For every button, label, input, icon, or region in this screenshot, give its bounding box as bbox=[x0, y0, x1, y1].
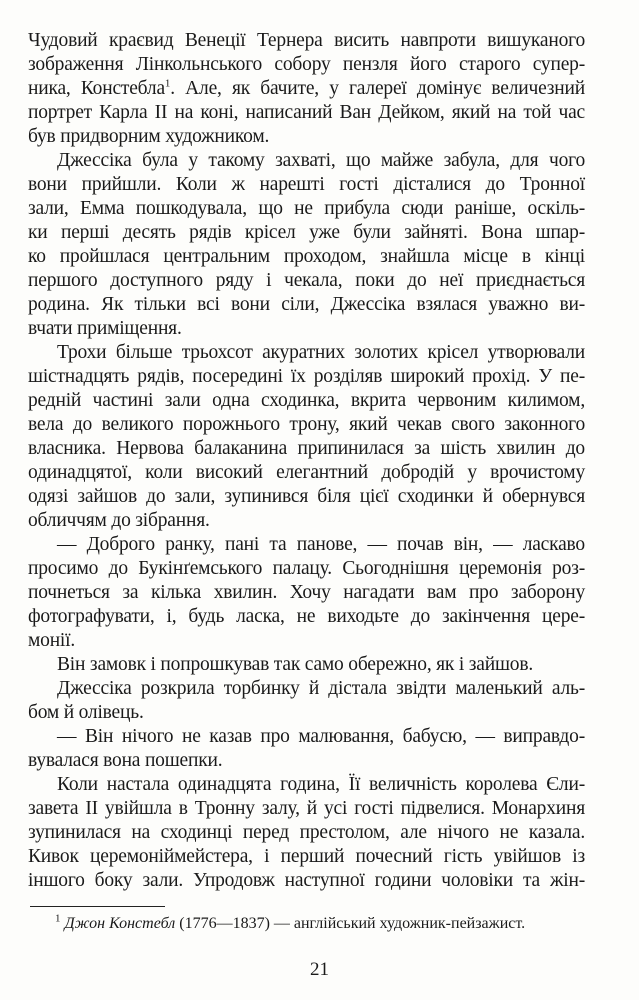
text-line: Коли настала одинадцята година, Її величність королева Єли- bbox=[57, 774, 585, 795]
footnote-name: Джон Констебл bbox=[64, 915, 176, 932]
text-line: одинадцятої, коли високий елегантний добродій у врочистому bbox=[28, 462, 585, 483]
text-line: Він замовк і попрошкував так само обережно, як і зайшов. bbox=[57, 654, 534, 675]
text-line: монії. bbox=[28, 630, 76, 651]
text-line: зали, Емма пошкодувала, що не прибула сюди раніше, оскіль- bbox=[28, 198, 585, 219]
text-line: вела до великого порожнього трону, який чекав свого законного bbox=[28, 414, 585, 435]
text-line: просимо до Букінґемського палацу. Сьогоднішня церемонія роз- bbox=[28, 558, 585, 579]
footnote-separator bbox=[30, 906, 165, 907]
paragraph bbox=[28, 149, 585, 341]
line-text: . Але, як бачите, у галереї домінує величезний bbox=[170, 78, 585, 99]
text-line: шістнадцять рядів, посередині їх розділяв широкий прохід. У пе- bbox=[28, 366, 585, 387]
footnote-text: (1776—1837) — англійський художник-пейзажист. bbox=[175, 915, 526, 932]
text-line: почнеться за кілька хвилин. Хочу нагадати вам про заборону bbox=[28, 582, 585, 603]
text-line: першого доступного ряду і чекала, поки до неї приєднається bbox=[28, 270, 585, 291]
text-line: Кивок церемоніймейстера, і перший почесний гість увійшов із bbox=[28, 846, 585, 867]
text-line: зупинилася на сходинці перед престолом, але нічого не казала. bbox=[28, 822, 585, 843]
text-line: завета II увійшла в Тронну залу, й усі гості підвелися. Монархиня bbox=[28, 798, 585, 819]
text-line: обличчям до зібрання. bbox=[28, 510, 210, 531]
line-text: ника, Констебла bbox=[28, 78, 165, 99]
page-number: 21 bbox=[310, 959, 329, 980]
text-line: Трохи більше трьохсот акуратних золотих крісел утворювали bbox=[57, 342, 585, 363]
paragraph bbox=[28, 725, 585, 773]
text-line: вувалася вона пошепки. bbox=[28, 750, 223, 771]
text-line: родина. Як тільки всі вони сіли, Джессіка взялася уважно ви- bbox=[28, 294, 585, 315]
footnote bbox=[55, 914, 525, 934]
text-line: — Він нічого не казав про малювання, бабусю, — виправдо- bbox=[57, 726, 585, 747]
text-line: — Доброго ранку, пані та панове, — почав він, — ласкаво bbox=[57, 534, 585, 555]
text-line: одязі зайшов до зали, зупинився біля цієї сходинки й обернувся bbox=[28, 486, 585, 507]
text-line: вони прийшли. Коли ж нарешті гості дісталися до Тронної bbox=[28, 174, 585, 195]
text-line: власника. Нервова балаканина припинилася за шість хвилин до bbox=[28, 438, 585, 459]
text-line: редній частині зали одна сходинка, вкрита червоним килимом, bbox=[28, 390, 585, 411]
paragraph bbox=[28, 773, 585, 893]
text-line: Джессіка розкрила торбинку й дістала звідти маленький аль- bbox=[57, 678, 585, 699]
paragraph bbox=[28, 677, 585, 725]
paragraph bbox=[28, 533, 585, 653]
text-line: бом й олівець. bbox=[28, 702, 144, 723]
footnote-reference[interactable]: 1 bbox=[164, 77, 171, 90]
text-line: фотографувати, і, будь ласка, не виходьте до закінчення цере- bbox=[28, 606, 585, 627]
paragraph bbox=[28, 653, 585, 677]
text-line: Джессіка була у такому захваті, що майже забула, для чого bbox=[57, 150, 585, 171]
text-line: іншого боку зали. Упродовж наступної години чоловіки та жін- bbox=[28, 870, 585, 891]
text-line: ки перші десять рядів крісел уже були зайняті. Вона шпар- bbox=[28, 222, 585, 243]
text-line: зображення Лінкольнського собору пензля його старого супер- bbox=[28, 54, 585, 75]
footnote-marker: 1 bbox=[55, 912, 61, 925]
paragraph bbox=[28, 341, 585, 533]
text-line bbox=[28, 77, 585, 101]
text-line: був придворним художником. bbox=[28, 126, 270, 147]
body-text bbox=[28, 29, 585, 893]
text-line: ко пройшлася центральним проходом, знайшла місце в кінці bbox=[28, 246, 585, 267]
text-line: вчати приміщення. bbox=[28, 318, 182, 339]
paragraph bbox=[28, 29, 585, 149]
text-line: портрет Карла II на коні, написаний Ван Дейком, який на той час bbox=[28, 102, 585, 123]
text-line: Чудовий краєвид Венеції Тернера висить навпроти вишуканого bbox=[28, 30, 585, 51]
